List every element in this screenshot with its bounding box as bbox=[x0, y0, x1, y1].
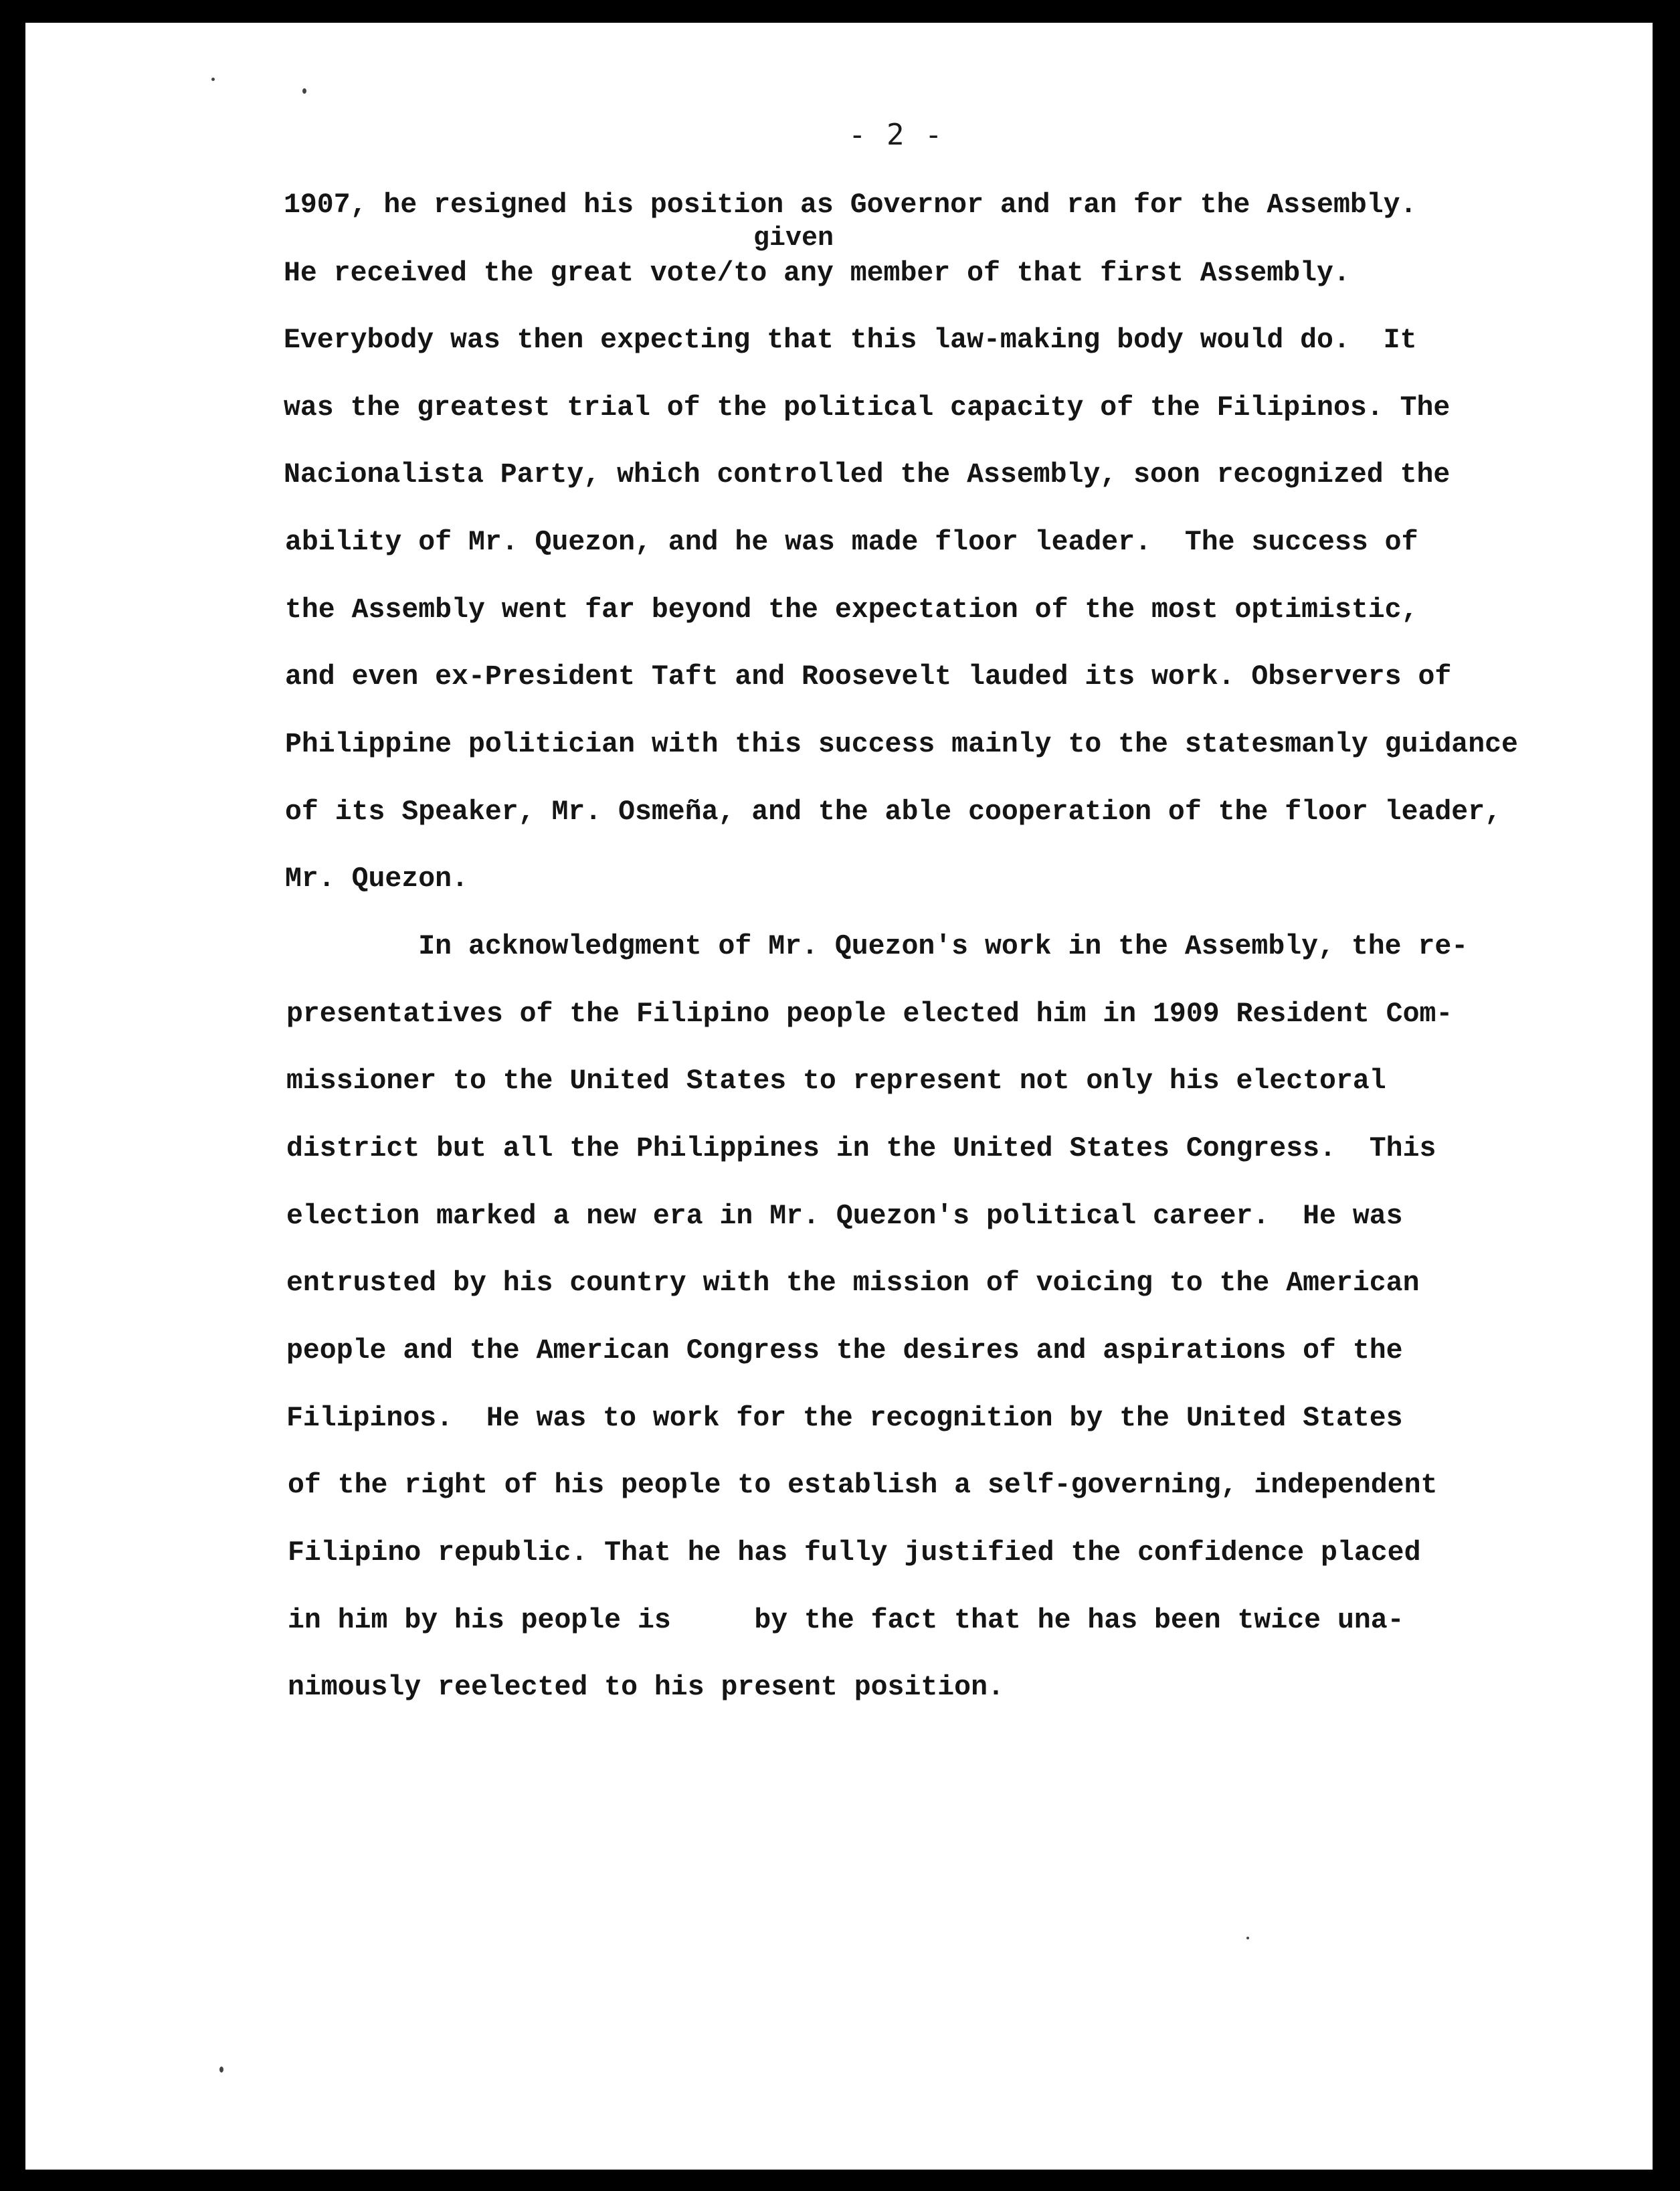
text-line: ability of Mr. Quezon, and he was made floor leader. The success of bbox=[285, 527, 1418, 558]
page-number: - 2 - bbox=[848, 118, 944, 152]
text-line: Filipino republic. That he has fully justified the confidence placed bbox=[288, 1537, 1421, 1569]
text-line: Nacionalista Party, which controlled the Assembly, soon recognized the bbox=[284, 459, 1451, 491]
text-line: Mr. Quezon. bbox=[285, 863, 468, 895]
text-line: 1907, he resigned his position as Governor and ran for the Assembly. bbox=[284, 189, 1417, 221]
scan-speck bbox=[1246, 1937, 1249, 1939]
typed-page bbox=[25, 23, 1653, 2170]
scan-speck bbox=[211, 78, 215, 81]
text-line: election marked a new era in Mr. Quezon's political career. He was bbox=[286, 1201, 1403, 1232]
text-line: was the greatest trial of the political capacity of the Filipinos. The bbox=[284, 392, 1451, 424]
text-line: in him by his people is by the fact that he has been twice una- bbox=[288, 1605, 1404, 1636]
scan-speck bbox=[302, 88, 306, 94]
text-line: presentatives of the Filipino people elected him in 1909 Resident Com- bbox=[286, 998, 1453, 1030]
text-line: In acknowledgment of Mr. Quezon's work in the Assembly, the re- bbox=[285, 931, 1469, 962]
text-line: Filipinos. He was to work for the recognition by the United States bbox=[286, 1403, 1403, 1434]
text-line: the Assembly went far beyond the expectation of the most optimistic, bbox=[285, 594, 1418, 626]
text-line: missioner to the United States to represent not only his electoral bbox=[286, 1065, 1386, 1097]
text-line: nimously reelected to his present position. bbox=[288, 1672, 1004, 1703]
interlinear-insertion: given bbox=[753, 224, 834, 254]
text-line: and even ex-President Taft and Roosevelt lauded its work. Observers of bbox=[285, 661, 1452, 693]
text-line: Everybody was then expecting that this law-making body would do. It bbox=[284, 325, 1417, 356]
text-line: entrusted by his country with the mission of voicing to the American bbox=[286, 1267, 1420, 1299]
text-line: Philippine politician with this success mainly to the statesmanly guidance bbox=[285, 729, 1518, 760]
text-line: He received the great vote/to any member of that first Assembly. bbox=[284, 258, 1350, 289]
text-line: district but all the Philippines in the United States Congress. This bbox=[286, 1133, 1436, 1164]
scan-speck bbox=[219, 2067, 223, 2073]
text-line: of the right of his people to establish a self-governing, independent bbox=[288, 1470, 1438, 1501]
text-line: people and the American Congress the desires and aspirations of the bbox=[286, 1335, 1403, 1367]
text-line: of its Speaker, Mr. Osmeña, and the able cooperation of the floor leader, bbox=[285, 796, 1501, 828]
